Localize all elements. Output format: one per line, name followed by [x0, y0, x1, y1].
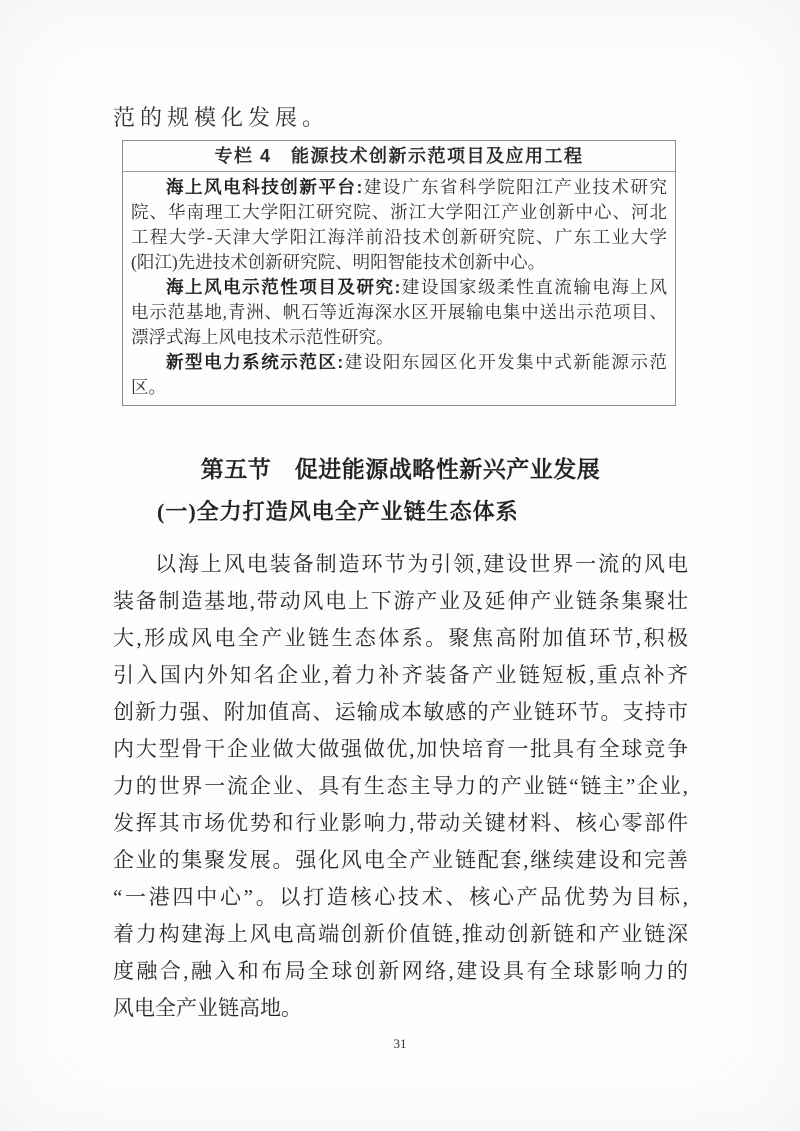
- body-line: 内大型骨干企业做大做强做优,加快培育一批具有全球竞争: [113, 737, 688, 761]
- body-line: 着力构建海上风电高端创新价值链,推动创新链和产业链深: [113, 922, 688, 946]
- box-line-text: 漂浮式海上风电技术示范性研究。: [131, 327, 394, 347]
- continuation-line: 范的规模化发展。: [113, 105, 330, 130]
- box-line-text: 电示范基地,青洲、帆石等近海深水区开展输电集中送出示范项目、: [131, 302, 667, 322]
- body-line: 引入国内外知名企业,着力补齐装备产业链短板,重点补齐: [113, 663, 688, 687]
- box-line: [131, 275, 667, 300]
- page-number: 31: [393, 1036, 407, 1051]
- box-line-lead: 海上风电示范性项目及研究:: [166, 277, 401, 297]
- box-line: [131, 325, 667, 350]
- box-line: [131, 250, 667, 275]
- body-line: 力的世界一流企业、具有生态主导力的产业链“链主”企业,: [113, 774, 688, 798]
- box-line-text: (阳江)先进技术创新研究院、明阳智能技术创新中心。: [131, 252, 546, 272]
- box-line-text: 工程大学-天津大学阳江海洋前沿技术创新研究院、广东工业大学: [131, 227, 667, 247]
- body-line: 企业的集聚发展。强化风电全产业链配套,继续建设和完善: [113, 848, 688, 872]
- box-line: [131, 375, 667, 400]
- subsection-title: (一)全力打造风电全产业链生态体系: [157, 499, 519, 524]
- callout-box-title: 专栏 4 能源技术创新示范项目及应用工程: [123, 141, 675, 172]
- callout-box-body: [123, 172, 675, 405]
- box-line-text: 建设阳东园区化开发集中式新能源示范: [343, 352, 667, 372]
- body-line: 风电全产业链高地。: [113, 996, 302, 1020]
- body-line: 发挥其市场优势和行业影响力,带动关键材料、核心零部件: [113, 811, 688, 835]
- box-line: [131, 200, 667, 225]
- box-line-text: 区。: [131, 377, 166, 397]
- box-line-text: 建设广东省科学院阳江产业技术研究: [362, 177, 668, 197]
- box-line: [131, 300, 667, 325]
- body-line: 创新力强、附加值高、运输成本敏感的产业链环节。支持市: [113, 700, 688, 724]
- callout-box: [122, 140, 676, 406]
- box-line-lead: 新型电力系统示范区:: [166, 352, 344, 372]
- box-line: [131, 350, 667, 375]
- box-line-text: 院、华南理工大学阳江研究院、浙江大学阳江产业创新中心、河北: [131, 202, 667, 222]
- box-line-text: 建设国家级柔性直流输电海上风: [400, 277, 668, 297]
- box-line: [131, 175, 667, 200]
- body-line: 装备制造基地,带动风电上下游产业及延伸产业链条集聚壮: [113, 589, 688, 613]
- body-line: 度融合,融入和布局全球创新网络,建设具有全球影响力的: [113, 959, 688, 983]
- body-line: 以海上风电装备制造环节为引领,建设世界一流的风电: [155, 552, 688, 576]
- section-title: 第五节 促进能源战略性新兴产业发展: [200, 457, 601, 482]
- box-line: [131, 225, 667, 250]
- page-content: [113, 104, 688, 1027]
- box-line-lead: 海上风电科技创新平台:: [166, 177, 363, 197]
- body-paragraph: [113, 546, 688, 1027]
- body-line: “一港四中心”。以打造核心技术、核心产品优势为目标,: [113, 885, 688, 909]
- body-line: 大,形成风电全产业链生态体系。聚焦高附加值环节,积极: [113, 626, 688, 650]
